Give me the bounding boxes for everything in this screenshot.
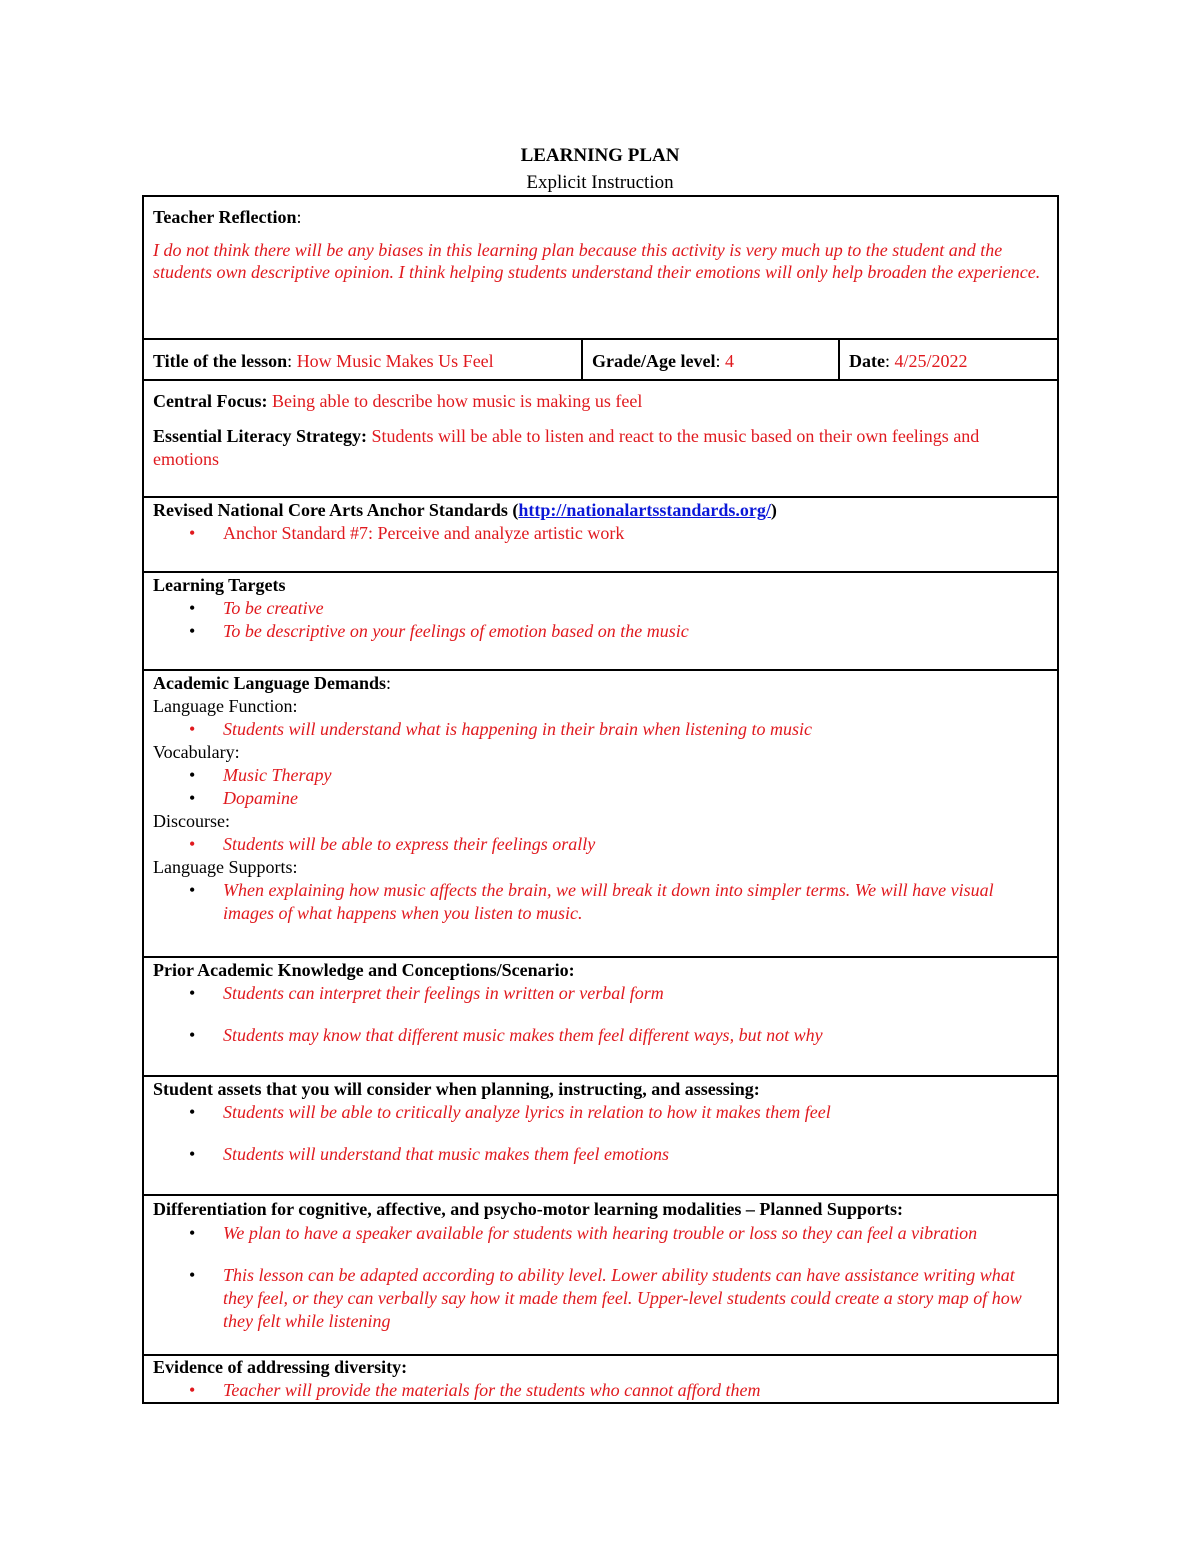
diversity-label: Evidence of addressing diversity: — [153, 1357, 408, 1377]
bullet-icon: • — [189, 1102, 196, 1122]
bullet-icon: • — [189, 765, 196, 785]
reflection-text: I do not think there will be any biases in this learning plan because this activity is very much up to the student and the students own descriptive opinion. I think helping students understand their emotions will only help broaden the experience. — [153, 240, 1041, 282]
bullet-icon: • — [189, 1025, 196, 1045]
list-item: • Anchor Standard #7: Perceive and analyze artistic work — [189, 523, 625, 543]
doc-subtitle: Explicit Instruction — [526, 172, 674, 193]
list-item: • Students can interpret their feelings in written or verbal form — [189, 983, 664, 1003]
bullet-icon: • — [189, 880, 196, 900]
list-item: • Dopamine — [189, 788, 298, 808]
assets-label: Student assets that you will consider when planning, instructing, and assessing: — [153, 1079, 760, 1099]
standards-section: Revised National Core Arts Anchor Standards (http://nationalartsstandards.org/) • Anchor Standard #7: Perceive and analyze artistic work — [144, 496, 1057, 571]
bullet-icon: • — [189, 1380, 196, 1400]
date-label: Date — [849, 351, 885, 371]
language-function-label: Language Function: — [153, 696, 298, 716]
targets-label: Learning Targets — [153, 575, 286, 595]
literacy-label: Essential Literacy Strategy: — [153, 426, 367, 446]
bullet-icon: • — [189, 598, 196, 618]
differentiation-section — [144, 1194, 1057, 1354]
date-value: 4/25/2022 — [894, 351, 968, 371]
list-item: • Music Therapy — [189, 765, 332, 785]
bullet-icon: • — [189, 719, 196, 739]
list-item: • To be descriptive on your feelings of emotion based on the music — [189, 621, 689, 641]
prior-label: Prior Academic Knowledge and Conceptions/Scenario: — [153, 960, 575, 980]
grade-value: 4 — [724, 351, 734, 371]
literacy-value: Students will be able to listen and react to the music based on their own feelings and emotions — [153, 426, 980, 469]
standards-label: Revised National Core Arts Anchor Standards ( — [153, 500, 519, 520]
language-supports-label: Language Supports: — [153, 857, 298, 877]
central-focus-label: Central Focus: — [153, 391, 268, 411]
list-item: • To be creative — [189, 598, 324, 618]
reflection-label: Teacher Reflection — [153, 207, 297, 227]
list-item: • This lesson can be adapted according to ability level. Lower ability students can have assistance writing what they feel, or they can verbally say how it made them feel. Upper-level students could create a story map of how they felt while listening — [189, 1265, 1022, 1331]
bullet-icon: • — [189, 1144, 196, 1164]
grade-cell: Grade/Age level: 4 — [581, 340, 838, 379]
list-item: • Students will understand that music makes them feel emotions — [189, 1144, 669, 1164]
lesson-row — [144, 338, 1057, 379]
standards-link[interactable]: http://nationalartsstandards.org/ — [518, 500, 771, 520]
bullet-icon: • — [189, 621, 196, 641]
list-item: • Students may know that different music makes them feel different ways, but not why — [189, 1025, 823, 1045]
reflection-section: Teacher Reflection: I do not think there will be any biases in this learning plan because this activity is very much up to the student and the students own descriptive opinion. I think helping students understand their emotions will only help broaden the experience. — [144, 197, 1057, 338]
list-item: • Teacher will provide the materials for the students who cannot afford them — [189, 1380, 761, 1400]
central-focus-value: Being able to describe how music is making us feel — [271, 391, 643, 411]
prior-section — [144, 956, 1057, 1075]
targets-section — [144, 571, 1057, 669]
vocabulary-label: Vocabulary: — [153, 742, 240, 762]
grade-label: Grade/Age level — [592, 351, 716, 371]
discourse-label: Discourse: — [153, 811, 230, 831]
bullet-icon: • — [189, 788, 196, 808]
differentiation-label: Differentiation for cognitive, affective, and psycho-motor learning modalities – Planned Supports: — [153, 1199, 903, 1219]
bullet-icon: • — [189, 523, 196, 543]
bullet-icon: • — [189, 1223, 196, 1243]
diversity-section — [144, 1354, 1057, 1402]
academic-section: Academic Language Demands: Language Function: • Students will understand what is happening in their brain when listening to music Vocabulary: • Music Therapy • Dopamine Discourse: • Students will be able to express their feelings orally Language Supports: • When explaining how music affects the brain, we will break it down into simpler terms. We will have visual images of what happens when you listen to music. — [144, 669, 1057, 956]
date-cell: Date: 4/25/2022 — [838, 340, 1057, 379]
bullet-icon: • — [189, 983, 196, 1003]
list-item: • When explaining how music affects the brain, we will break it down into simpler terms. We will have visual images of what happens when you listen to music. — [189, 880, 994, 923]
academic-label: Academic Language Demands — [153, 673, 386, 693]
list-item: • Students will be able to express their feelings orally — [189, 834, 596, 854]
list-item: • We plan to have a speaker available for students with hearing trouble or loss so they can feel a vibration — [189, 1223, 978, 1243]
bullet-icon: • — [189, 1265, 196, 1285]
bullet-icon: • — [189, 834, 196, 854]
lesson-title-cell: Title of the lesson: How Music Makes Us Feel — [153, 351, 494, 371]
doc-title: LEARNING PLAN — [520, 145, 680, 166]
assets-section — [144, 1075, 1057, 1194]
list-item: • Students will be able to critically analyze lyrics in relation to how it makes them feel — [189, 1102, 831, 1122]
lesson-title-value: How Music Makes Us Feel — [296, 351, 494, 371]
list-item: • Students will understand what is happening in their brain when listening to music — [189, 719, 812, 739]
lesson-title-label: Title of the lesson — [153, 351, 288, 371]
learning-plan-table — [142, 195, 1059, 1404]
focus-section — [144, 379, 1057, 496]
